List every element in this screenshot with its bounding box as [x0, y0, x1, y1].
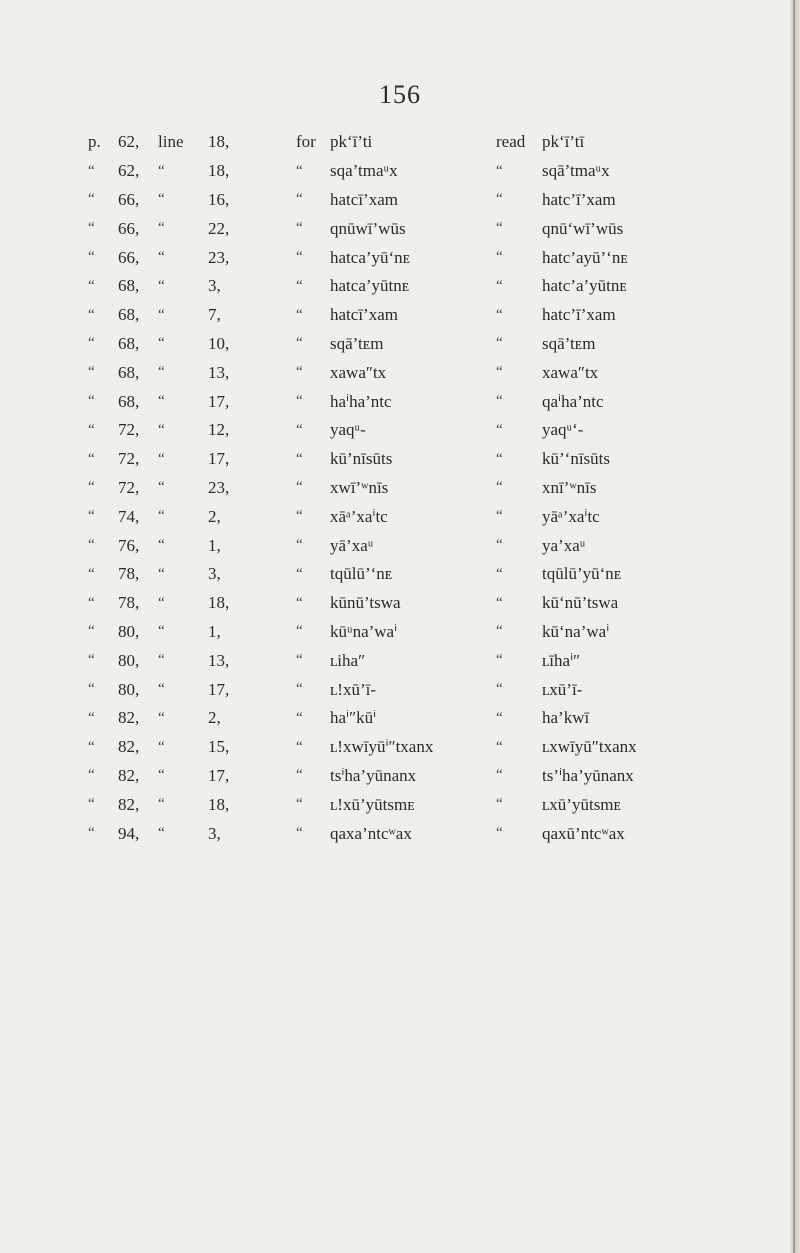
ditto-mark: “: [296, 825, 303, 842]
corrected-form: ha’kwī: [542, 708, 590, 728]
line-ref: 18,: [208, 593, 230, 613]
ditto-mark: “: [88, 565, 95, 582]
ditto-mark: “: [296, 220, 303, 237]
ditto-mark: “: [158, 738, 165, 755]
page-ref: 66,: [118, 189, 140, 209]
incorrect-form: sqā’tᴇm: [330, 333, 384, 353]
for-label: for: [296, 132, 316, 152]
errata-row: [88, 445, 732, 474]
page-ref: 72,: [118, 477, 140, 497]
errata-row: [88, 416, 732, 445]
page-ref: 62,: [118, 161, 140, 181]
ditto-mark: “: [158, 450, 165, 467]
page-ref: 68,: [118, 391, 140, 411]
errata-row: [88, 560, 732, 589]
corrected-form: qnū‘wī’wūs: [542, 218, 624, 238]
errata-row: [88, 387, 732, 416]
corrected-form: sqā’tᴇm: [542, 333, 596, 353]
line-ref: 15,: [208, 737, 230, 757]
errata-table: [88, 128, 732, 848]
ditto-mark: “: [496, 709, 503, 726]
errata-row: [88, 646, 732, 675]
errata-row: [88, 128, 732, 157]
ditto-mark: “: [296, 594, 303, 611]
line-ref: 17,: [208, 765, 230, 785]
incorrect-form: qnūwī’wūs: [330, 218, 406, 238]
corrected-form: ʟxū’yūtsmᴇ: [542, 794, 622, 814]
page-ref: 76,: [118, 535, 140, 555]
corrected-form: qaⁱha’ntc: [542, 391, 604, 411]
ditto-mark: “: [158, 479, 165, 496]
incorrect-form: tqūlū’‘nᴇ: [330, 564, 393, 584]
line-ref: 23,: [208, 477, 230, 497]
errata-row: [88, 157, 732, 186]
ditto-mark: “: [296, 508, 303, 525]
page-ref: 80,: [118, 621, 140, 641]
page-ref: 68,: [118, 333, 140, 353]
ditto-mark: “: [88, 508, 95, 525]
line-label: line: [158, 132, 184, 152]
errata-row: [88, 358, 732, 387]
ditto-mark: “: [158, 191, 165, 208]
page-ref: 82,: [118, 737, 140, 757]
corrected-form: kū’‘nīsūts: [542, 449, 610, 469]
ditto-mark: “: [496, 335, 503, 352]
page-ref: 78,: [118, 593, 140, 613]
ditto-mark: “: [158, 277, 165, 294]
page-ref: 78,: [118, 564, 140, 584]
ditto-mark: “: [496, 306, 503, 323]
page-ref: 82,: [118, 708, 140, 728]
ditto-mark: “: [296, 479, 303, 496]
incorrect-form: kūᵘna’waⁱ: [330, 621, 398, 641]
ditto-mark: “: [496, 220, 503, 237]
ditto-mark: “: [296, 565, 303, 582]
ditto-mark: “: [496, 277, 503, 294]
corrected-form: qaxū’ntcʷax: [542, 823, 625, 843]
ditto-mark: “: [296, 681, 303, 698]
ditto-mark: “: [88, 594, 95, 611]
ditto-mark: “: [158, 393, 165, 410]
ditto-mark: “: [88, 393, 95, 410]
page-ref: 68,: [118, 305, 140, 325]
ditto-mark: “: [88, 421, 95, 438]
ditto-mark: “: [296, 277, 303, 294]
line-ref: 1,: [208, 535, 221, 555]
page-ref: 66,: [118, 247, 140, 267]
line-ref: 1,: [208, 621, 221, 641]
ditto-mark: “: [158, 537, 165, 554]
incorrect-form: tsⁱha’yūnanx: [330, 765, 417, 785]
ditto-mark: “: [158, 335, 165, 352]
ditto-mark: “: [296, 796, 303, 813]
ditto-mark: “: [88, 364, 95, 381]
ditto-mark: “: [496, 421, 503, 438]
ditto-mark: “: [496, 623, 503, 640]
incorrect-form: yā’xaᵘ: [330, 535, 374, 555]
page-ref: 80,: [118, 679, 140, 699]
corrected-form: yaqᵘ‘-: [542, 420, 584, 440]
ditto-mark: “: [88, 738, 95, 755]
ditto-mark: “: [88, 479, 95, 496]
ditto-mark: “: [88, 623, 95, 640]
ditto-mark: “: [158, 508, 165, 525]
errata-row: [88, 186, 732, 215]
ditto-mark: “: [496, 594, 503, 611]
ditto-mark: “: [296, 709, 303, 726]
corrected-form: ya’xaᵘ: [542, 535, 586, 555]
line-ref: 16,: [208, 189, 230, 209]
line-ref: 3,: [208, 276, 221, 296]
ditto-mark: “: [158, 681, 165, 698]
ditto-mark: “: [88, 191, 95, 208]
ditto-mark: “: [88, 796, 95, 813]
incorrect-form: kū’nīsūts: [330, 449, 393, 469]
corrected-form: kū‘nū’tswa: [542, 593, 619, 613]
ditto-mark: “: [158, 249, 165, 266]
ditto-mark: “: [158, 364, 165, 381]
errata-row: [88, 762, 732, 791]
errata-row: [88, 531, 732, 560]
ditto-mark: “: [158, 767, 165, 784]
errata-row: [88, 301, 732, 330]
ditto-mark: “: [158, 565, 165, 582]
incorrect-form: kūnū’tswa: [330, 593, 401, 613]
ditto-mark: “: [496, 364, 503, 381]
ditto-mark: “: [496, 681, 503, 698]
incorrect-form: ʟiha″: [330, 650, 366, 670]
line-ref: 17,: [208, 449, 230, 469]
ditto-mark: “: [158, 796, 165, 813]
binding-edge: [790, 0, 800, 1253]
corrected-form: ts’ⁱha’yūnanx: [542, 765, 634, 785]
incorrect-form: yaqᵘ-: [330, 420, 366, 440]
ditto-mark: “: [158, 709, 165, 726]
line-ref: 18,: [208, 132, 230, 152]
page-ref: 82,: [118, 794, 140, 814]
page-ref: 82,: [118, 765, 140, 785]
ditto-mark: “: [88, 825, 95, 842]
ditto-mark: “: [296, 421, 303, 438]
corrected-form: xawa″tx: [542, 362, 599, 382]
ditto-mark: “: [88, 162, 95, 179]
corrected-form: yāᵃ’xaⁱtc: [542, 506, 600, 526]
ditto-mark: “: [88, 537, 95, 554]
ditto-mark: “: [158, 594, 165, 611]
ditto-mark: “: [496, 537, 503, 554]
ditto-mark: “: [496, 450, 503, 467]
page-ref: 62,: [118, 132, 140, 152]
ditto-mark: “: [158, 623, 165, 640]
ditto-mark: “: [158, 652, 165, 669]
incorrect-form: hatca’yū‘nᴇ: [330, 247, 411, 267]
line-ref: 18,: [208, 161, 230, 181]
ditto-mark: “: [296, 162, 303, 179]
incorrect-form: haⁱha’ntc: [330, 391, 392, 411]
ditto-mark: “: [296, 306, 303, 323]
ditto-mark: “: [88, 277, 95, 294]
line-ref: 12,: [208, 420, 230, 440]
page-ref: 80,: [118, 650, 140, 670]
incorrect-form: ʟ!xwīyūⁱ″txanx: [330, 737, 434, 757]
ditto-mark: “: [496, 479, 503, 496]
read-label: read: [496, 132, 526, 152]
incorrect-form: xāᵃ’xaⁱtc: [330, 506, 388, 526]
errata-row: [88, 675, 732, 704]
ditto-mark: “: [296, 364, 303, 381]
incorrect-form: ʟ!xū’yūtsmᴇ: [330, 794, 415, 814]
ditto-mark: “: [496, 825, 503, 842]
ditto-mark: “: [296, 652, 303, 669]
ditto-mark: “: [158, 421, 165, 438]
errata-body: [88, 128, 732, 848]
incorrect-form: qaxa’ntcʷax: [330, 823, 412, 843]
ditto-mark: “: [496, 191, 503, 208]
incorrect-form: haⁱ″kūⁱ: [330, 708, 377, 728]
ditto-mark: “: [296, 623, 303, 640]
errata-row: [88, 214, 732, 243]
ditto-mark: “: [88, 450, 95, 467]
line-ref: 7,: [208, 305, 221, 325]
page-label: p.: [88, 132, 101, 152]
page-ref: 74,: [118, 506, 140, 526]
ditto-mark: “: [158, 162, 165, 179]
page-number: 156: [379, 80, 421, 109]
line-ref: 18,: [208, 794, 230, 814]
line-ref: 2,: [208, 506, 221, 526]
ditto-mark: “: [88, 335, 95, 352]
corrected-form: ʟxū’ī-: [542, 679, 583, 699]
ditto-mark: “: [296, 191, 303, 208]
ditto-mark: “: [158, 220, 165, 237]
ditto-mark: “: [296, 393, 303, 410]
ditto-mark: “: [88, 709, 95, 726]
line-ref: 17,: [208, 391, 230, 411]
line-ref: 13,: [208, 362, 230, 382]
page-ref: 68,: [118, 362, 140, 382]
ditto-mark: “: [496, 508, 503, 525]
ditto-mark: “: [88, 249, 95, 266]
incorrect-form: sqa’tmaᵘx: [330, 161, 398, 181]
corrected-form: xnī’ʷnīs: [542, 477, 597, 497]
corrected-form: hatc’ī’xam: [542, 189, 616, 209]
ditto-mark: “: [158, 306, 165, 323]
corrected-form: ʟxwīyū″txanx: [542, 737, 637, 757]
page-ref: 66,: [118, 218, 140, 238]
incorrect-form: hatcī’xam: [330, 189, 398, 209]
line-ref: 17,: [208, 679, 230, 699]
line-ref: 10,: [208, 333, 230, 353]
line-ref: 22,: [208, 218, 230, 238]
corrected-form: hatc’a’yūtnᴇ: [542, 276, 627, 296]
ditto-mark: “: [158, 825, 165, 842]
ditto-mark: “: [496, 162, 503, 179]
page-ref: 72,: [118, 420, 140, 440]
ditto-mark: “: [88, 681, 95, 698]
ditto-mark: “: [88, 652, 95, 669]
errata-row: [88, 330, 732, 359]
ditto-mark: “: [496, 249, 503, 266]
line-ref: 23,: [208, 247, 230, 267]
corrected-form: hatc’ayū’‘nᴇ: [542, 247, 628, 267]
ditto-mark: “: [296, 249, 303, 266]
ditto-mark: “: [88, 220, 95, 237]
line-ref: 13,: [208, 650, 230, 670]
ditto-mark: “: [296, 738, 303, 755]
incorrect-form: xawa″tx: [330, 362, 387, 382]
ditto-mark: “: [88, 767, 95, 784]
corrected-form: tqūlū’yū‘nᴇ: [542, 564, 622, 584]
errata-row: [88, 502, 732, 531]
line-ref: 3,: [208, 823, 221, 843]
errata-row: [88, 733, 732, 762]
errata-row: [88, 243, 732, 272]
errata-row: [88, 618, 732, 647]
incorrect-form: ʟ!xū’ī-: [330, 679, 377, 699]
line-ref: 2,: [208, 708, 221, 728]
ditto-mark: “: [496, 767, 503, 784]
errata-row: [88, 589, 732, 618]
page-ref: 94,: [118, 823, 140, 843]
ditto-mark: “: [296, 537, 303, 554]
corrected-form: hatc’ī’xam: [542, 305, 616, 325]
incorrect-form: pk‘ī’ti: [330, 132, 373, 152]
errata-row: [88, 704, 732, 733]
ditto-mark: “: [496, 796, 503, 813]
ditto-mark: “: [496, 652, 503, 669]
ditto-mark: “: [496, 565, 503, 582]
ditto-mark: “: [496, 738, 503, 755]
errata-row: [88, 819, 732, 848]
incorrect-form: hatca’yūtnᴇ: [330, 276, 410, 296]
ditto-mark: “: [496, 393, 503, 410]
corrected-form: ʟīhaⁱ″: [542, 650, 581, 670]
page-ref: 68,: [118, 276, 140, 296]
ditto-mark: “: [88, 306, 95, 323]
errata-row: [88, 474, 732, 503]
ditto-mark: “: [296, 767, 303, 784]
errata-row: [88, 272, 732, 301]
line-ref: 3,: [208, 564, 221, 584]
ditto-mark: “: [296, 450, 303, 467]
corrected-form: kū‘na’waⁱ: [542, 621, 610, 641]
incorrect-form: xwī’ʷnīs: [330, 477, 389, 497]
page-ref: 72,: [118, 449, 140, 469]
ditto-mark: “: [296, 335, 303, 352]
errata-row: [88, 790, 732, 819]
corrected-form: sqā’tmaᵘx: [542, 161, 610, 181]
corrected-form: pk‘ī’tī: [542, 132, 585, 152]
incorrect-form: hatcī’xam: [330, 305, 398, 325]
